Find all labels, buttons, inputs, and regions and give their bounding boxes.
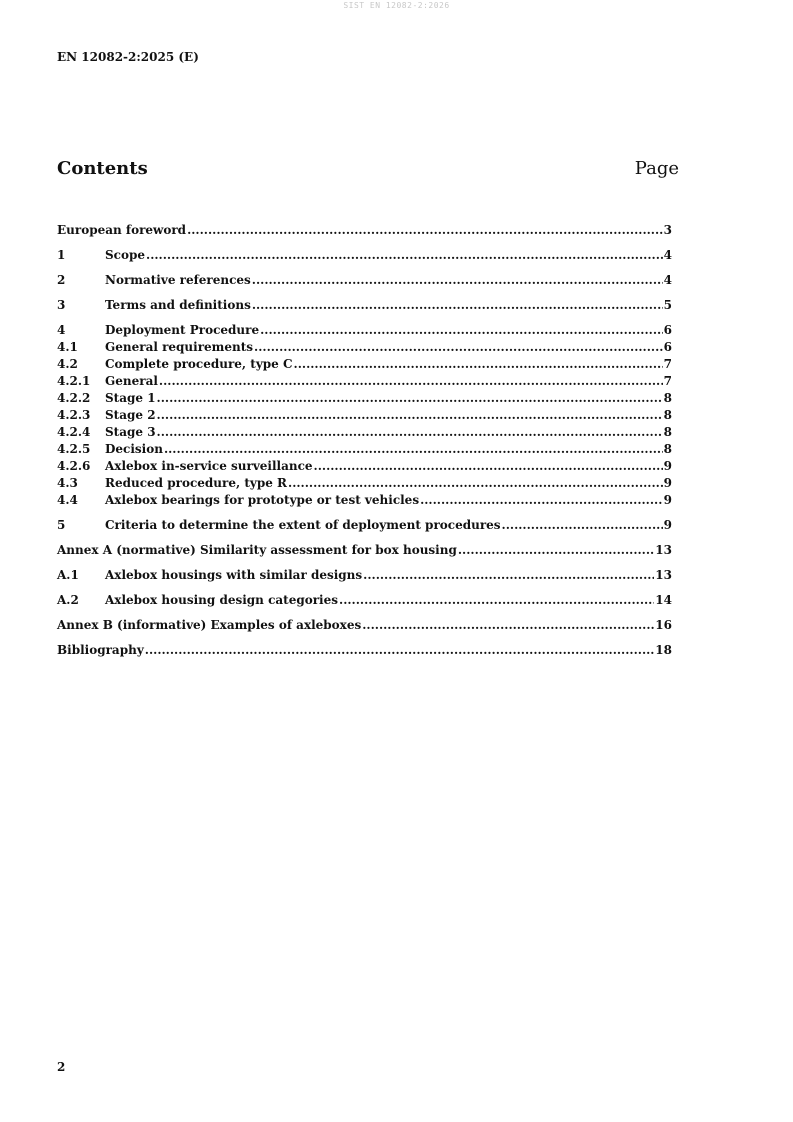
toc-dot-leader (252, 272, 663, 289)
toc-entry-page: 6 (663, 340, 672, 354)
toc-entry[interactable] (57, 390, 672, 407)
toc-entry-page: 9 (663, 518, 672, 532)
toc-entry-title: Decision (105, 442, 163, 456)
toc-entry-number: 4.2 (57, 357, 78, 371)
toc-dot-leader (157, 407, 663, 424)
toc-entry-page: 8 (663, 442, 672, 456)
toc-entry-title: Terms and definitions (105, 298, 251, 312)
contents-heading: Contents (57, 158, 148, 179)
toc-entry-page: 18 (655, 643, 672, 657)
toc-entry-page: 4 (663, 248, 672, 262)
toc-entry[interactable] (57, 356, 672, 373)
toc-entry[interactable] (57, 458, 672, 475)
toc-dot-leader (362, 617, 654, 634)
page-number: 2 (57, 1060, 66, 1074)
toc-entry-title: European foreword (57, 223, 187, 237)
toc-entry[interactable] (57, 441, 672, 458)
toc-dot-leader (288, 475, 663, 492)
toc-entry[interactable] (57, 475, 672, 492)
toc-entry[interactable] (57, 424, 672, 441)
watermark: SIST EN 12082-2:2026 (343, 1, 450, 10)
toc-entry-page: 8 (663, 425, 672, 439)
toc-entry-title: Axlebox bearings for prototype or test vehicles (105, 493, 420, 507)
toc-entry-title: Stage 3 (105, 425, 156, 439)
toc-entry-title: Normative references (105, 273, 251, 287)
toc-entry-title: General requirements (105, 340, 254, 354)
document-id: EN 12082-2:2025 (E) (57, 50, 199, 64)
toc-entry-page: 4 (663, 273, 672, 287)
toc-entry-number: 4 (57, 323, 66, 337)
toc-entry-page: 9 (663, 493, 672, 507)
toc-dot-leader (260, 322, 663, 339)
toc-entry-number: 4.2.6 (57, 459, 91, 473)
toc-entry-page: 8 (663, 391, 672, 405)
toc-dot-leader (146, 247, 663, 264)
toc-entry-number: A.1 (57, 568, 79, 582)
toc-entry-number: 5 (57, 518, 66, 532)
toc-entry-title: Criteria to determine the extent of deployment procedures (105, 518, 501, 532)
toc-entry-page: 7 (663, 374, 672, 388)
toc-entry-number: 4.1 (57, 340, 78, 354)
toc-entry-page: 14 (655, 593, 672, 607)
toc-dot-leader (363, 567, 654, 584)
toc-entry[interactable] (57, 517, 672, 534)
toc-entry-title: Stage 1 (105, 391, 156, 405)
toc-entry-page: 8 (663, 408, 672, 422)
toc-entry[interactable] (57, 407, 672, 424)
toc-dot-leader (252, 297, 663, 314)
toc-dot-leader (294, 356, 663, 373)
toc-entry[interactable] (57, 272, 672, 289)
toc-entry[interactable] (57, 567, 672, 584)
page-column-heading: Page (634, 158, 679, 179)
toc-entry[interactable] (57, 492, 672, 509)
toc-entry[interactable] (57, 339, 672, 356)
toc-dot-leader (145, 642, 655, 659)
toc-dot-leader (157, 424, 663, 441)
toc-entry[interactable] (57, 592, 672, 609)
toc-entry-title: Complete procedure, type C (105, 357, 293, 371)
toc-entry-number: 2 (57, 273, 66, 287)
toc-entry-title: Annex B (informative) Examples of axleboxes (57, 618, 362, 632)
toc-entry-page: 13 (655, 543, 672, 557)
toc-dot-leader (159, 373, 663, 390)
toc-dot-leader (254, 339, 663, 356)
toc-dot-leader (420, 492, 663, 509)
toc-dot-leader (339, 592, 654, 609)
toc-entry[interactable] (57, 297, 672, 314)
toc-entry-number: 4.3 (57, 476, 78, 490)
toc-entry-number: 4.2.2 (57, 391, 91, 405)
toc-entry-page: 16 (655, 618, 672, 632)
toc-dot-leader (458, 542, 654, 559)
toc-entry-number: 4.4 (57, 493, 78, 507)
toc-entry-number: 3 (57, 298, 66, 312)
toc-entry-number: A.2 (57, 593, 79, 607)
toc-entry-title: General (105, 374, 158, 388)
toc-dot-leader (164, 441, 663, 458)
toc-entry-page: 13 (655, 568, 672, 582)
toc-entry[interactable] (57, 542, 672, 559)
toc-entry-number: 4.2.5 (57, 442, 91, 456)
toc-entry[interactable] (57, 322, 672, 339)
toc-entry[interactable] (57, 373, 672, 390)
toc-dot-leader (157, 390, 663, 407)
toc-entry-title: Stage 2 (105, 408, 156, 422)
toc-entry-title: Deployment Procedure (105, 323, 260, 337)
toc-entry-title: Annex A (normative) Similarity assessment for box housing (57, 543, 457, 557)
toc-entry-title: Axlebox in-service surveillance (105, 459, 313, 473)
toc-dot-leader (187, 222, 663, 239)
toc-entry-title: Bibliography (57, 643, 144, 657)
toc-dot-leader (502, 517, 663, 534)
toc-entry-title: Reduced procedure, type R (105, 476, 288, 490)
toc-entry-page: 9 (663, 459, 672, 473)
toc-entry-title: Scope (105, 248, 146, 262)
toc-entry-number: 4.2.4 (57, 425, 91, 439)
toc-entry[interactable] (57, 247, 672, 264)
toc-entry-page: 5 (663, 298, 672, 312)
toc-entry[interactable] (57, 222, 672, 239)
toc-entry-page: 7 (663, 357, 672, 371)
toc-entry-title: Axlebox housings with similar designs (105, 568, 363, 582)
table-of-contents (57, 222, 672, 659)
toc-entry-title: Axlebox housing design categories (105, 593, 339, 607)
toc-entry-number: 4.2.3 (57, 408, 91, 422)
toc-entry-page: 9 (663, 476, 672, 490)
toc-entry-page: 6 (663, 323, 672, 337)
toc-entry-number: 4.2.1 (57, 374, 91, 388)
toc-entry-page: 3 (663, 223, 672, 237)
toc-entry-number: 1 (57, 248, 66, 262)
toc-entry[interactable] (57, 617, 672, 634)
toc-entry[interactable] (57, 642, 672, 659)
toc-dot-leader (314, 458, 663, 475)
